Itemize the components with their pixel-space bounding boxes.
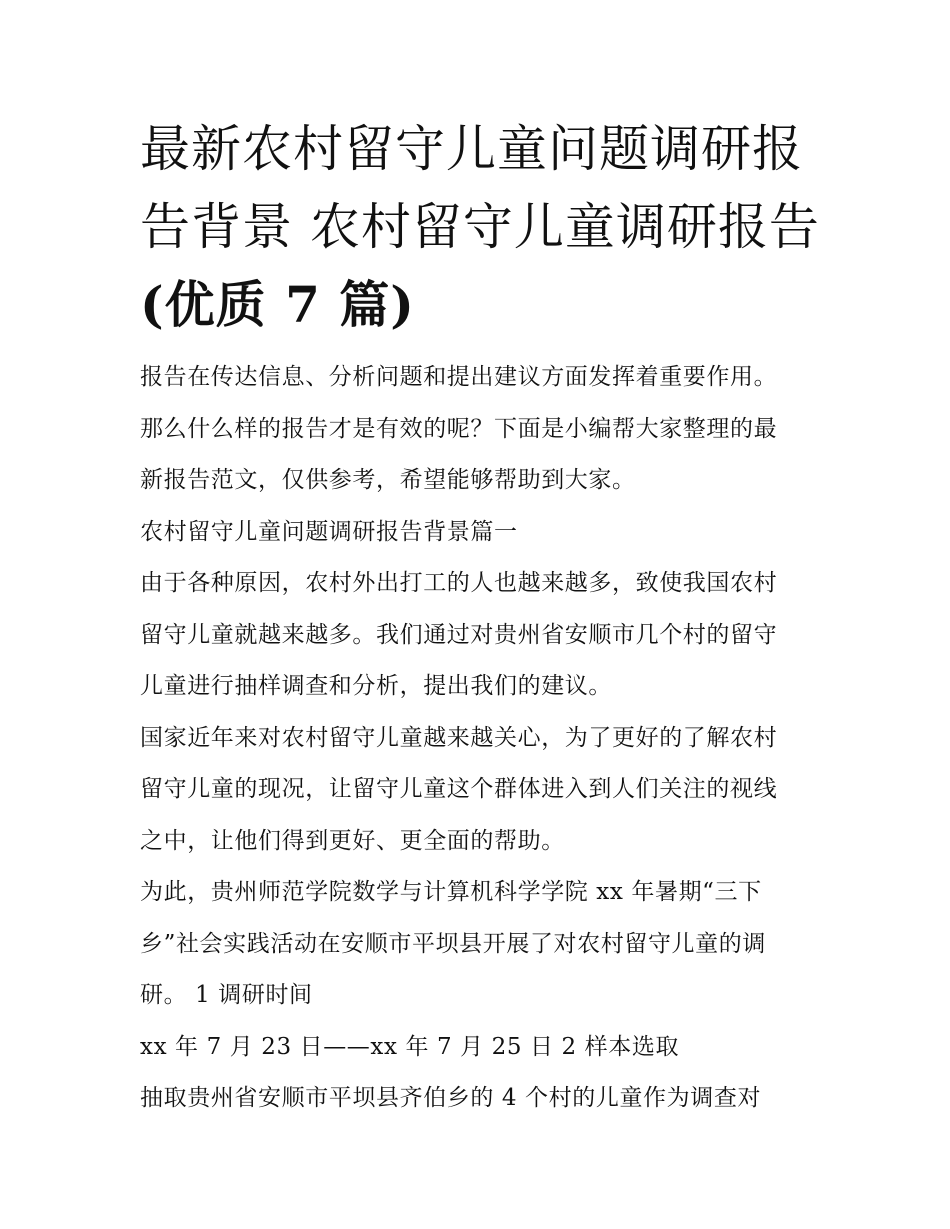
body-line-6: 留守儿童就越来越多。我们通过对贵州省安顺市几个村的留守 [140,621,778,648]
title-line-2: 告背景 农村留守儿童调研报告 [140,198,820,256]
document-title [140,110,820,344]
body-line-7: 儿童进行抽样调查和分析，提出我们的建议。 [140,673,612,699]
body-line-12: 乡”社会实践活动在安顺市平坝县开展了对农村留守儿童的调 [140,930,766,957]
body-line-15: 抽取贵州省安顺市平坝县齐伯乡的 4 个村的儿童作为调查对 [140,1085,762,1111]
title-line-3 [140,266,820,344]
body-line-9: 留守儿童的现况，让留守儿童这个群体进入到人们关注的视线 [140,776,778,802]
body-line-5: 由于各种原因，农村外出打工的人也越来越多，致使我国农村 [140,570,778,596]
document-body [140,352,820,1125]
body-line-11: 为此，贵州师范学院数学与计算机科学学院 xx 年暑期“三下 [140,879,762,905]
body-line-13: 研。 1 调研时间 [140,982,313,1008]
body-line-14: xx 年 7 月 23 日——xx 年 7 月 25 日 2 样本选取 [140,1033,680,1060]
body-line-10: 之中，让他们得到更好、更全面的帮助。 [140,827,565,854]
title-line-1: 最新农村留守儿童问题调研报 [140,120,803,178]
title-line-3-number: 7 [285,275,321,334]
body-line-2: 那么什么样的报告才是有效的呢？下面是小编帮大家整理的最 [140,415,778,442]
title-line-3-prefix: (优质 [140,275,286,334]
document-page [140,110,820,1125]
body-line-3: 新报告范文，仅供参考，希望能够帮助到大家。 [140,467,636,493]
body-line-1: 报告在传达信息、分析问题和提出建议方面发挥着重要作用。 [140,364,778,390]
section-heading: 农村留守儿童问题调研报告背景篇一 [140,518,518,545]
title-line-3-suffix: 篇) [320,275,415,334]
body-line-8: 国家近年来对农村留守儿童越来越关心，为了更好的了解农村 [140,724,778,751]
